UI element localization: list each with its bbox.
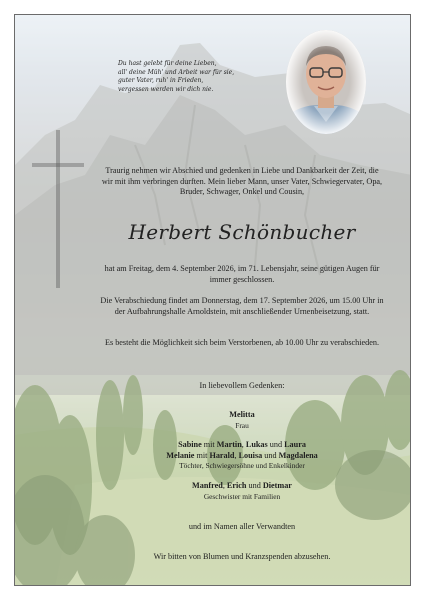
siblings-role: Geschwister mit Familien xyxy=(203,491,281,501)
deceased-name: Herbert Schönbucher xyxy=(128,220,356,244)
poem-line: vergessen werden wir dich nie. xyxy=(118,85,214,93)
children-line-1: Sabine mit Martin, Lukas und Laura xyxy=(178,440,306,449)
closing-note: Wir bitten von Blumen und Kranzspenden abzusehen. xyxy=(153,552,331,561)
siblings-line: Manfred, Erich und Dietmar xyxy=(192,481,292,490)
mourners-heading: In liebevollem Gedenken: xyxy=(199,381,285,390)
wife-name: Melitta xyxy=(229,410,255,419)
cross-icon xyxy=(30,128,86,290)
wife-entry xyxy=(100,410,384,431)
poem-line: guter Vater, ruh' in Frieden, xyxy=(118,77,204,84)
intro-text: Traurig nehmen wir Abschied und gedenken in Liebe und Dankbarkeit der Zeit, die wir mit ihm verbringen durften. Mein lieber Mann, unser Vater, Schwiegervater, Opa, Bruder, Schwager, Onkel und Cousin, xyxy=(101,166,383,197)
siblings-entry xyxy=(100,481,384,502)
poem-line: Du hast gelebt für deine Lieben, xyxy=(118,60,217,67)
portrait-photo xyxy=(286,30,366,134)
relatives-line: und im Namen aller Verwandten xyxy=(188,522,296,531)
poem-line: all' deine Müh' und Arbeit war für sie, xyxy=(118,68,235,76)
children-line-2: Melanie mit Harald, Louisa und Magdalena xyxy=(166,450,318,460)
wife-role: Frau xyxy=(235,420,249,430)
funeral-notice: Die Verabschiedung findet am Donnerstag, dem 17. September 2026, um 15.00 Uhr in der Aufbahrungshalle Arnoldstein, mit anschließender Urnenbeisetzung, statt. xyxy=(100,296,384,316)
memorial-poem xyxy=(118,60,298,94)
death-notice: hat am Freitag, dem 4. September 2026, im 71. Lebensjahr, seine gütigen Augen für immer geschlossen. xyxy=(104,264,380,284)
farewell-notice: Es besteht die Möglichkeit sich beim Verstorbenen, ab 10.00 Uhr zu verabschieden. xyxy=(104,338,380,347)
children-entry xyxy=(100,440,384,472)
children-role: Töchter, Schwiegersöhne und Enkelkinder xyxy=(179,461,305,471)
